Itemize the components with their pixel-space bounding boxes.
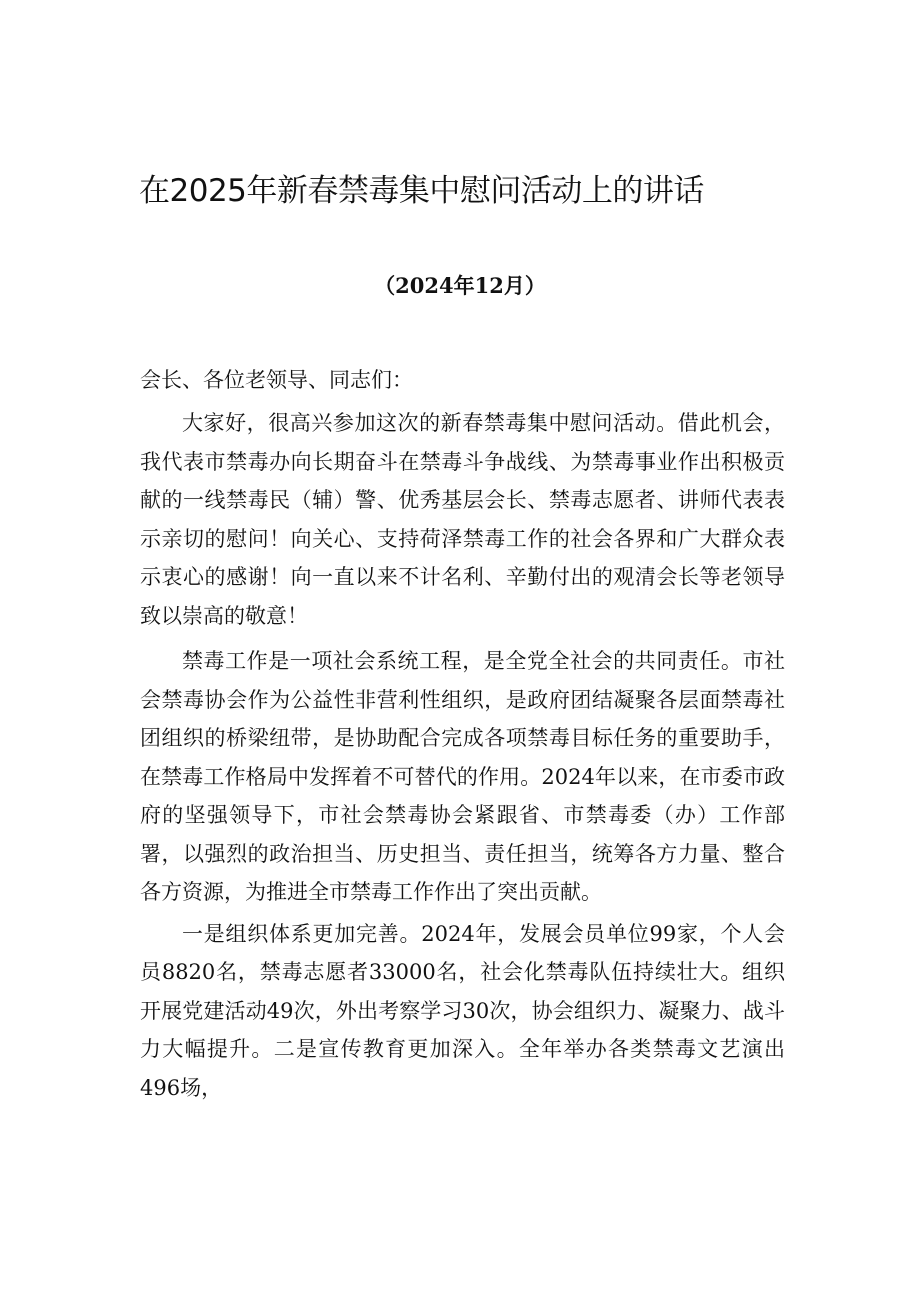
salutation: 会长、各位老领导、同志们：	[140, 368, 413, 392]
paragraph: 禁毒工作是一项社会系统工程，是全党全社会的共同责任。市社会禁毒协会作为公益性非营利性组织，是政府团结凝聚各层面禁毒社团组织的桥梁纽带，是协助配合完成各项禁毒目标任务的重要助手，在禁毒工作格局中发挥着不可替代的作用。2024年以来，在市委市政府的坚强领导下，市社会禁毒协会紧跟省、市禁毒委（办）工作部署，以强烈的政治担当、历史担当、责任担当，统筹各方力量、整合各方资源，为推进全市禁毒工作作出了突出贡献。	[140, 649, 785, 904]
paragraph: 大家好，很高兴参加这次的新春禁毒集中慰问活动。借此机会，我代表市禁毒办向长期奋斗在禁毒斗争战线、为禁毒事业作出积极贡献的一线禁毒民（辅）警、优秀基层会长、禁毒志愿者、讲师代表表示亲切的慰问！向关心、支持荷泽禁毒工作的社会各界和广大群众表示衷心的感谢！向一直以来不计名利、辛勤付出的观清会长等老领导致以崇高的敬意！	[140, 411, 785, 628]
document-title: 在2025年新春禁毒集中慰问活动上的讲话	[139, 173, 704, 209]
document-date: （2024年12月）	[374, 273, 546, 298]
paragraph: 一是组织体系更加完善。2024年，发展会员单位99家，个人会员8820名，禁毒志愿者33000名，社会化禁毒队伍持续壮大。组织开展党建活动49次，外出考察学习30次，协会组织力、凝聚力、战斗力大幅提升。二是宣传教育更加深入。全年举办各类禁毒文艺演出496场，	[140, 921, 785, 1100]
document-body	[140, 404, 785, 1107]
